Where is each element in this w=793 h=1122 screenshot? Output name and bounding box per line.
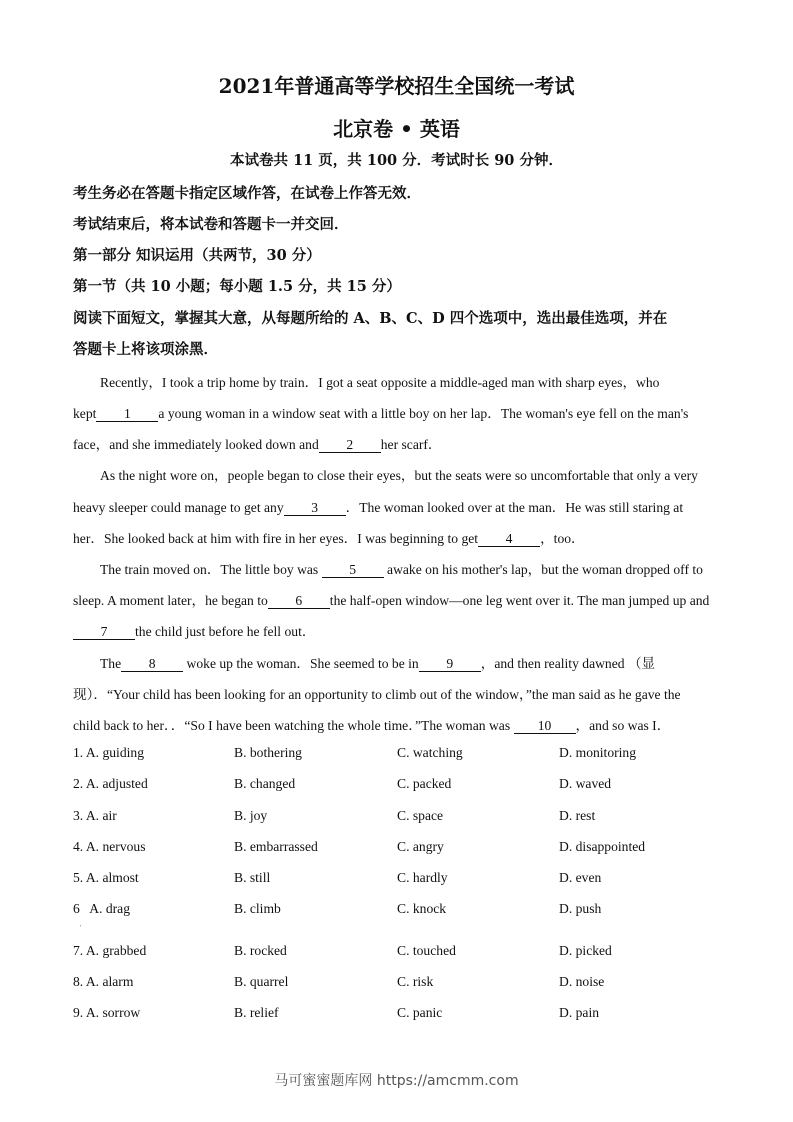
passage-text: The train moved on．The little boy was bbox=[100, 562, 319, 577]
option-a: 6 A. drag bbox=[73, 901, 131, 916]
option-c: C. touched bbox=[397, 943, 456, 958]
option-d: D. push bbox=[559, 901, 602, 916]
passage-line: Recently，I took a trip home by train．I got a seat opposite a middle-aged man with sharp eyes，who bbox=[100, 375, 660, 390]
option-d: D. disappointed bbox=[559, 839, 646, 854]
answer-blank-8: 8 bbox=[121, 657, 183, 672]
option-b: B. changed bbox=[234, 776, 296, 791]
directions-text: 答题卡上将该项涂黑． bbox=[73, 341, 218, 358]
passage-line: 现）．“Your child has been looking for an opportunity to climb out of the window，”the man said as he gave the bbox=[73, 687, 681, 702]
passage-text: kept bbox=[73, 406, 97, 421]
passage-text: awake on his mother's lap，but the woman dropped off to bbox=[387, 562, 703, 577]
option-c: C. space bbox=[397, 808, 444, 823]
option-b: B. relief bbox=[234, 1005, 279, 1020]
passage-text: ，and then reality dawned （显 bbox=[480, 656, 656, 671]
footer-watermark: 马可蜜蜜题库网 https://amcmm.com bbox=[274, 1073, 519, 1089]
stray-mark: ' bbox=[80, 924, 82, 932]
answer-blank-1: 1 bbox=[96, 407, 158, 422]
passage-line bbox=[73, 527, 585, 547]
exam-subtitle: 北京卷 • 英语 bbox=[333, 117, 460, 141]
answer-blank-6: 6 bbox=[268, 594, 330, 609]
option-d: D. rest bbox=[559, 808, 596, 823]
option-a: 4. A. nervous bbox=[73, 839, 146, 854]
option-d: D. waved bbox=[559, 776, 612, 791]
option-a: 2. A. adjusted bbox=[73, 776, 148, 791]
passage-text: sleep. A moment later，he began to bbox=[73, 593, 268, 608]
option-c: C. angry bbox=[397, 839, 444, 854]
answer-blank-2: 2 bbox=[319, 438, 381, 453]
option-b: B. climb bbox=[234, 901, 281, 916]
option-d: D. noise bbox=[559, 974, 605, 989]
passage-text: child back to her．．“So I have been watching the whole time．”The woman was bbox=[73, 718, 511, 733]
option-c: C. risk bbox=[397, 974, 434, 989]
answer-blank-7: 7 bbox=[73, 625, 135, 640]
answer-blank-5: 5 bbox=[322, 563, 384, 578]
exam-title: 2021年普通高等学校招生全国统一考试 bbox=[218, 74, 575, 98]
passage-text: face，and she immediately looked down and bbox=[73, 437, 319, 452]
option-d: D. even bbox=[559, 870, 602, 885]
exam-info: 本试卷共 11 页，共 100 分．考试时长 90 分钟． bbox=[230, 152, 563, 169]
option-b: B. embarrassed bbox=[234, 839, 318, 854]
passage-line bbox=[73, 496, 683, 516]
option-d: D. picked bbox=[559, 943, 612, 958]
option-c: C. panic bbox=[397, 1005, 443, 1020]
instruction-line: 考试结束后，将本试卷和答题卡一并交回． bbox=[73, 216, 349, 233]
option-c: C. watching bbox=[397, 745, 463, 760]
option-b: B. rocked bbox=[234, 943, 287, 958]
passage-line bbox=[100, 558, 703, 578]
option-c: C. packed bbox=[397, 776, 452, 791]
passage-line bbox=[73, 402, 688, 422]
part-heading: 第一部分 知识运用（共两节，30 分） bbox=[73, 247, 321, 264]
option-b: B. quarrel bbox=[234, 974, 289, 989]
instruction-line: 考生务必在答题卡指定区域作答，在试卷上作答无效． bbox=[73, 185, 421, 202]
option-a: 7. A. grabbed bbox=[73, 943, 147, 958]
answer-blank-9: 9 bbox=[419, 657, 481, 672]
passage-text: The bbox=[100, 656, 122, 671]
passage-text: her．She looked back at him with fire in her eyes．I was beginning to get bbox=[73, 531, 479, 546]
option-d: D. pain bbox=[559, 1005, 600, 1020]
option-a: 8. A. alarm bbox=[73, 974, 134, 989]
section-heading: 第一节（共 10 小题；每小题 1.5 分，共 15 分） bbox=[73, 278, 401, 295]
option-b: B. bothering bbox=[234, 745, 302, 760]
option-b: B. still bbox=[234, 870, 271, 885]
passage-text: ，and so was I． bbox=[575, 718, 671, 733]
passage-line bbox=[73, 620, 315, 640]
option-a: 1. A. guiding bbox=[73, 745, 144, 760]
passage-line bbox=[73, 433, 442, 453]
passage-line bbox=[73, 714, 670, 734]
passage-text: woke up the woman．She seemed to be in bbox=[186, 656, 419, 671]
option-b: B. joy bbox=[234, 808, 268, 823]
passage-text: heavy sleeper could manage to get any bbox=[73, 500, 284, 515]
passage-text: ．The woman looked over at the man．He was still staring at bbox=[345, 500, 684, 515]
option-c: C. hardly bbox=[397, 870, 448, 885]
option-a: 3. A. air bbox=[73, 808, 117, 823]
answer-blank-10: 10 bbox=[514, 719, 576, 734]
passage-text: the half-open window—one leg went over it. The man jumped up and bbox=[329, 593, 710, 608]
passage-text: ，too． bbox=[540, 531, 585, 546]
directions-text: 阅读下面短文，掌握其大意，从每题所给的 A、B、C、D 四个选项中，选出最佳选项，并在 bbox=[73, 310, 668, 327]
passage-line bbox=[73, 589, 709, 609]
passage-text: the child just before he fell out． bbox=[135, 624, 316, 639]
option-a: 5. A. almost bbox=[73, 870, 139, 885]
answer-blank-4: 4 bbox=[478, 532, 540, 547]
passage-text: her scarf． bbox=[380, 437, 442, 452]
option-a: 9. A. sorrow bbox=[73, 1005, 141, 1020]
passage-text: a young woman in a window seat with a little boy on her lap．The woman's eye fell on the man's bbox=[158, 406, 689, 421]
passage-line: As the night wore on，people began to close their eyes，but the seats were so uncomfortable that only a very bbox=[100, 468, 698, 483]
answer-blank-3: 3 bbox=[284, 501, 346, 516]
option-d: D. monitoring bbox=[559, 745, 637, 760]
passage-line bbox=[100, 652, 655, 672]
option-c: C. knock bbox=[397, 901, 447, 916]
